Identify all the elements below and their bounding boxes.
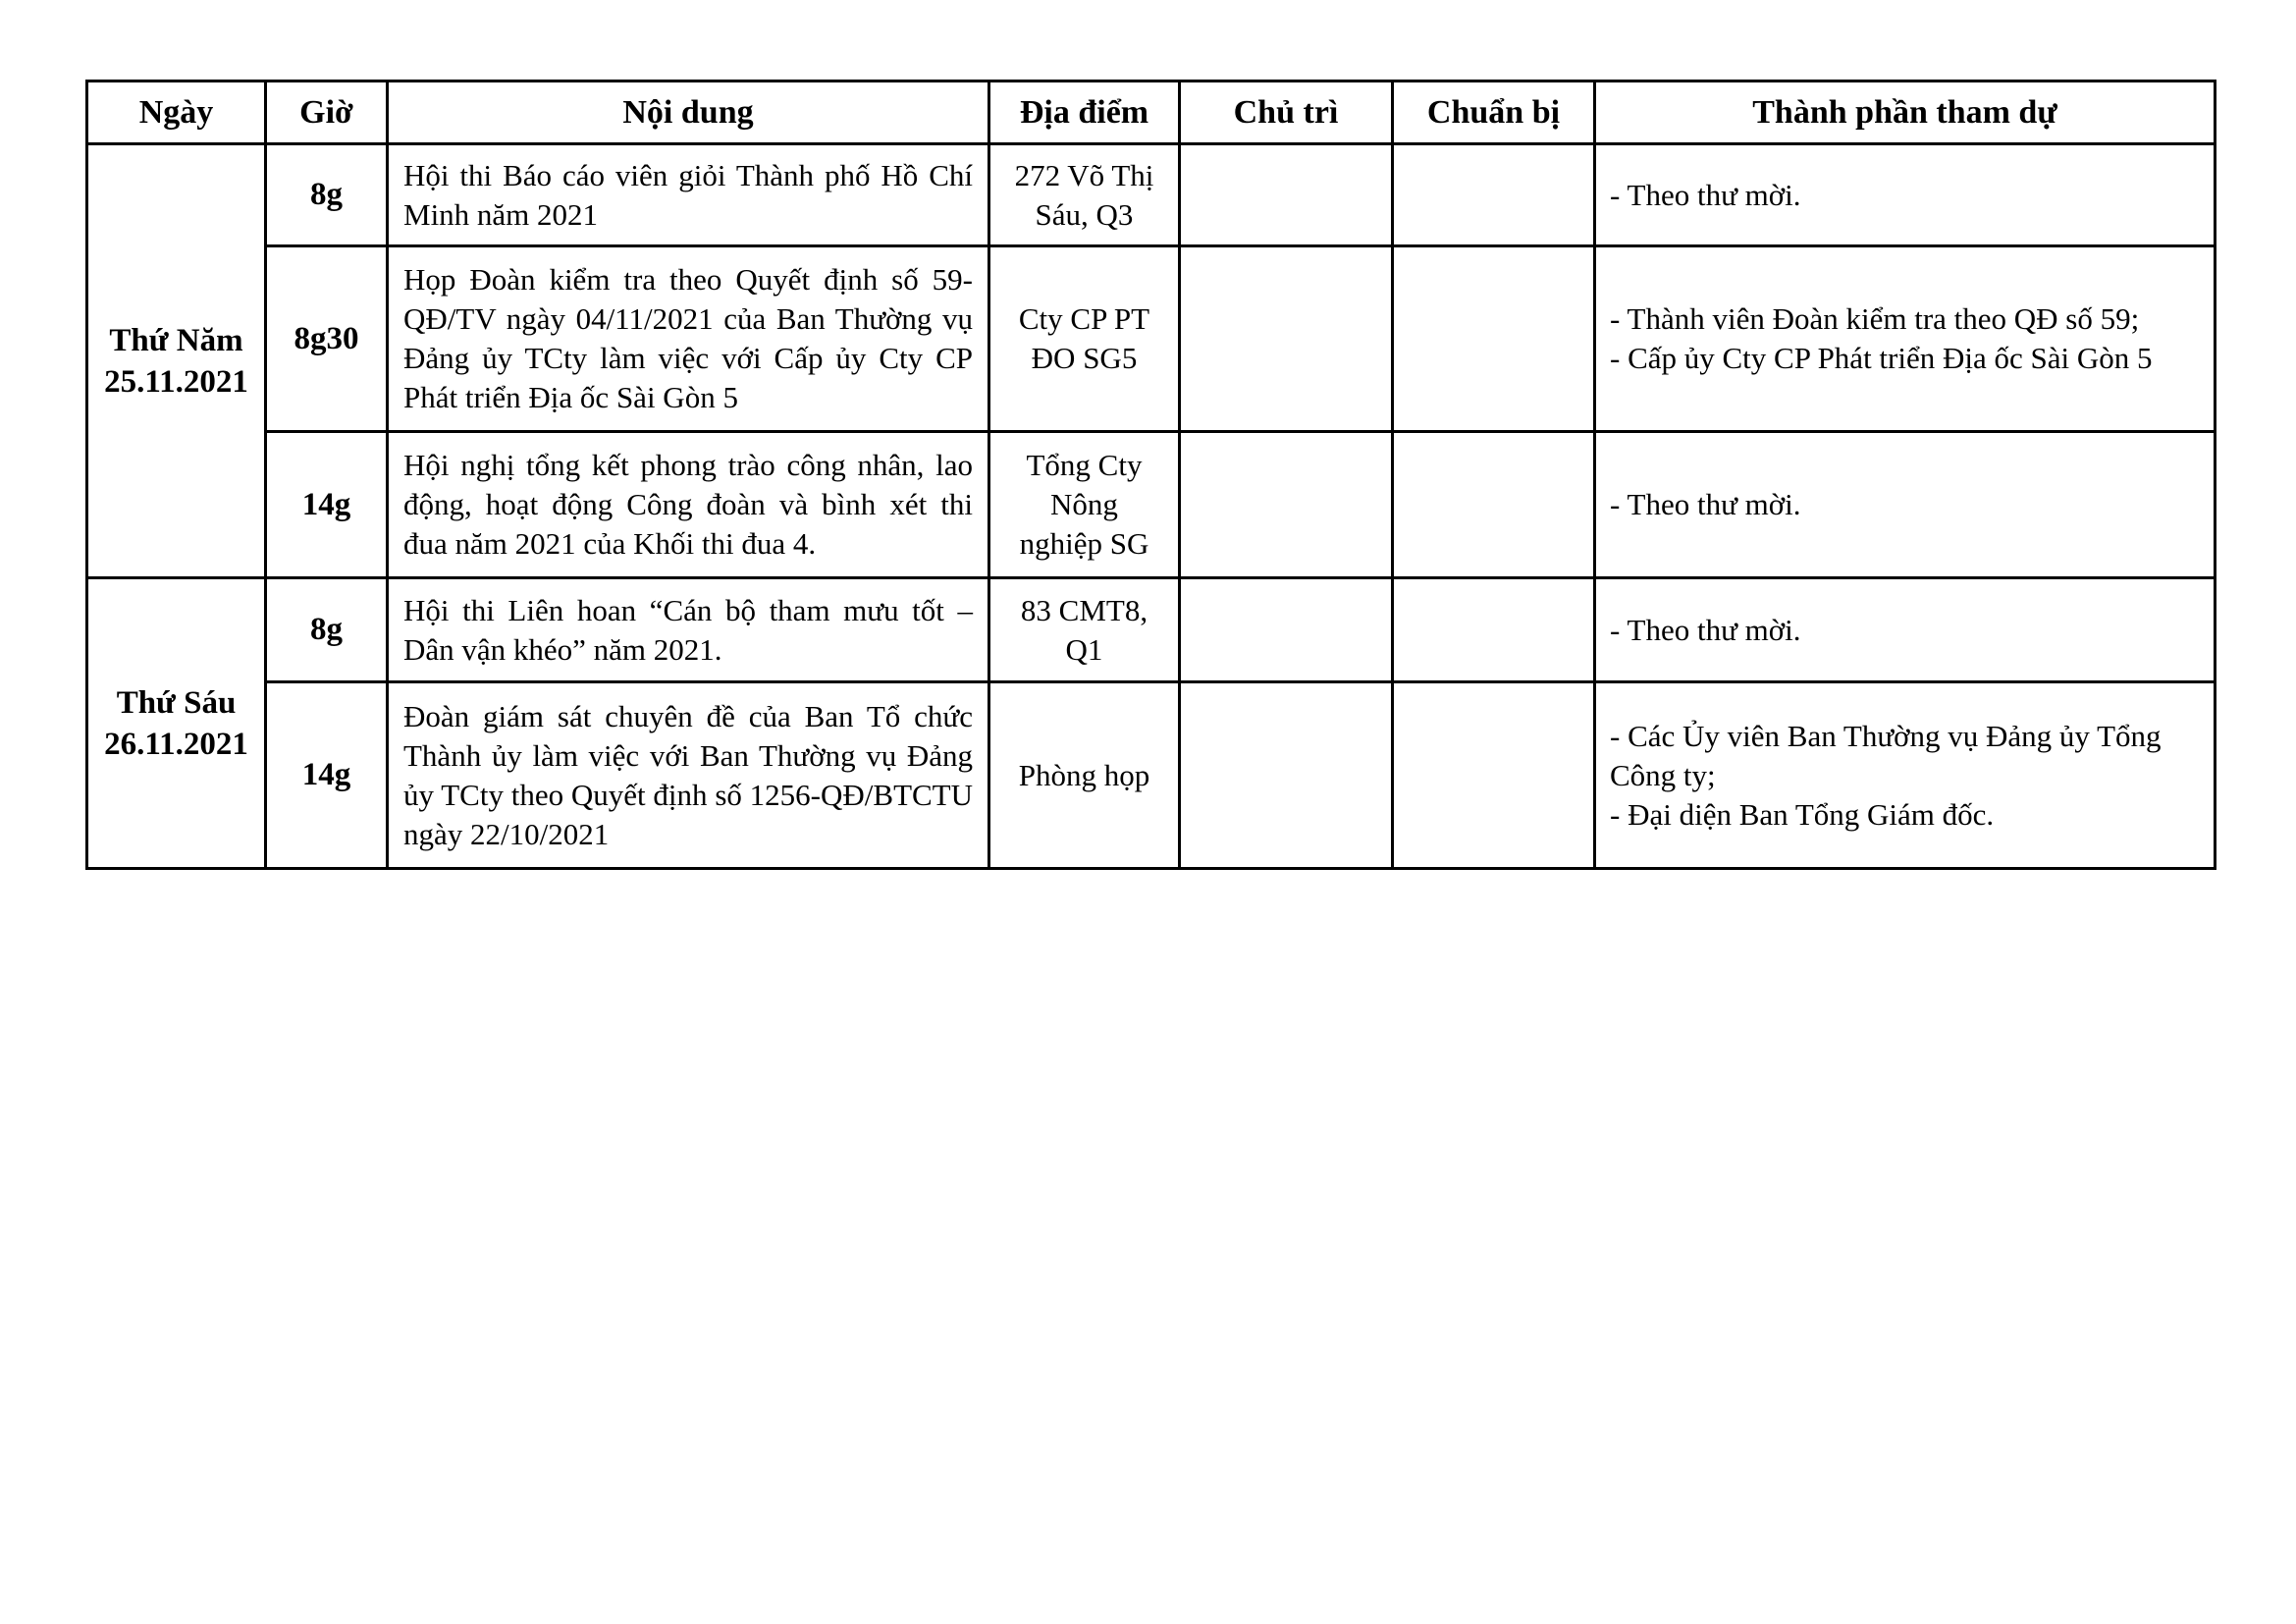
participant-line: - Đại diện Ban Tổng Giám đốc. xyxy=(1610,796,1995,832)
participants-cell xyxy=(1595,432,2216,578)
location-cell xyxy=(989,432,1180,578)
time-cell: 8g30 xyxy=(266,246,388,432)
location-line: Sáu, Q3 xyxy=(1035,196,1134,232)
content-cell: Hội thi Liên hoan “Cán bộ tham mưu tốt – Dân vận khéo” năm 2021. xyxy=(388,578,989,682)
time-cell: 8g xyxy=(266,578,388,682)
column-header: Ngày xyxy=(87,81,266,144)
prepare-cell xyxy=(1393,246,1595,432)
prepare-cell xyxy=(1393,578,1595,682)
schedule-row xyxy=(87,246,2216,432)
day-label: Thứ Sáu xyxy=(116,684,237,721)
table-header-row xyxy=(87,81,2216,144)
date-label: 25.11.2021 xyxy=(104,363,248,400)
prepare-cell xyxy=(1393,432,1595,578)
schedule-row xyxy=(87,578,2216,682)
location-cell xyxy=(989,246,1180,432)
participants-cell xyxy=(1595,682,2216,869)
location-cell xyxy=(989,578,1180,682)
time-cell: 14g xyxy=(266,682,388,869)
participant-line: - Theo thư mời. xyxy=(1610,612,1801,647)
column-header: Nội dung xyxy=(388,81,989,144)
column-header: Địa điểm xyxy=(989,81,1180,144)
location-line: ĐO SG5 xyxy=(1031,341,1138,375)
content-cell: Hội thi Báo cáo viên giỏi Thành phố Hồ Chí Minh năm 2021 xyxy=(388,144,989,246)
schedule-row xyxy=(87,682,2216,869)
chair-cell xyxy=(1180,432,1393,578)
location-line: Cty CP PT xyxy=(1018,301,1150,336)
schedule-table xyxy=(85,80,2216,870)
participant-line: - Theo thư mời. xyxy=(1610,487,1801,521)
chair-cell xyxy=(1180,578,1393,682)
column-header: Giờ xyxy=(266,81,388,144)
time-cell: 14g xyxy=(266,432,388,578)
schedule-row xyxy=(87,144,2216,246)
participant-line: - Theo thư mời. xyxy=(1610,177,1801,212)
time-cell: 8g xyxy=(266,144,388,246)
schedule-row xyxy=(87,432,2216,578)
prepare-cell xyxy=(1393,682,1595,869)
content-cell: Họp Đoàn kiểm tra theo Quyết định số 59-QĐ/TV ngày 04/11/2021 của Ban Thường vụ Đảng ủy TCty làm việc với Cấp ủy Cty CP Phát triển Địa ốc Sài Gòn 5 xyxy=(388,246,989,432)
chair-cell xyxy=(1180,144,1393,246)
participants-cell xyxy=(1595,578,2216,682)
location-line: Nông xyxy=(1050,487,1118,521)
participants-cell xyxy=(1595,144,2216,246)
participant-line: - Các Ủy viên Ban Thường vụ Đảng ủy Tổng Công ty; xyxy=(1610,718,2162,792)
date-label: 26.11.2021 xyxy=(104,726,248,762)
location-line: Tổng Cty xyxy=(1026,448,1143,482)
participant-line: - Cấp ủy Cty CP Phát triển Địa ốc Sài Gòn 5 xyxy=(1610,341,2153,375)
chair-cell xyxy=(1180,682,1393,869)
prepare-cell xyxy=(1393,144,1595,246)
location-cell xyxy=(989,144,1180,246)
participant-line: - Thành viên Đoàn kiểm tra theo QĐ số 59; xyxy=(1610,301,2140,336)
day-cell xyxy=(87,144,266,578)
location-line: nghiệp SG xyxy=(1019,526,1149,561)
day-cell xyxy=(87,578,266,869)
content-cell: Hội nghị tổng kết phong trào công nhân, lao động, hoạt động Công đoàn và bình xét thi đua năm 2021 của Khối thi đua 4. xyxy=(388,432,989,578)
column-header: Chuẩn bị xyxy=(1393,81,1595,144)
participants-cell xyxy=(1595,246,2216,432)
location-line: Phòng họp xyxy=(1018,757,1150,792)
chair-cell xyxy=(1180,246,1393,432)
column-header: Thành phần tham dự xyxy=(1595,81,2216,144)
column-header: Chủ trì xyxy=(1180,81,1393,144)
location-line: 272 Võ Thị xyxy=(1014,157,1154,192)
content-cell: Đoàn giám sát chuyên đề của Ban Tổ chức Thành ủy làm việc với Ban Thường vụ Đảng ủy TCty theo Quyết định số 1256-QĐ/BTCTU ngày 22/10/2021 xyxy=(388,682,989,869)
location-line: 83 CMT8, xyxy=(1020,592,1148,627)
location-cell xyxy=(989,682,1180,869)
day-label: Thứ Năm xyxy=(109,322,243,358)
location-line: Q1 xyxy=(1065,631,1103,667)
